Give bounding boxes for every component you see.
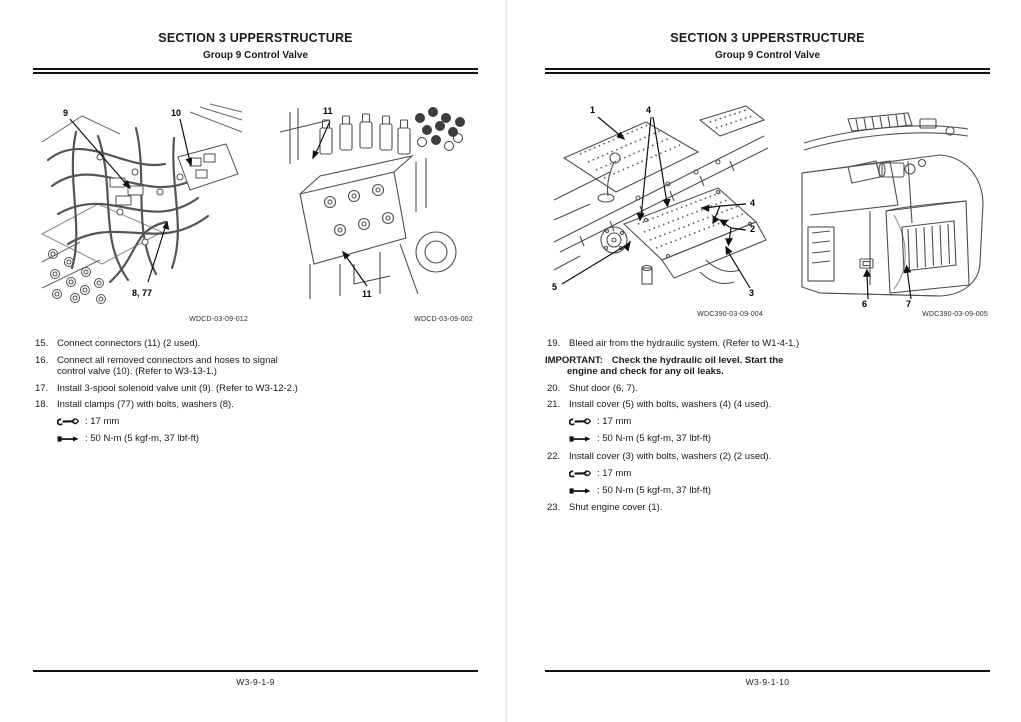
callout-label: 8, 77 — [132, 288, 153, 298]
step-17 — [33, 383, 301, 395]
right-instruction-list — [545, 338, 813, 519]
step-number: 17. — [35, 382, 49, 394]
group-subtitle: Group 9 Control Valve — [202, 50, 309, 61]
step-number: 16. — [35, 354, 49, 366]
step-number: 19. — [547, 338, 561, 349]
callout-label: 2 — [750, 224, 756, 234]
left-page-header — [33, 31, 478, 61]
figure-caption: WDC390-03-09-005 — [922, 311, 988, 318]
footer-rule — [33, 670, 478, 672]
step-number: 20. — [547, 382, 561, 394]
callout-label: 6 — [862, 299, 868, 309]
step-22 — [545, 451, 813, 463]
wrench-size-text: : 17 mm — [85, 416, 120, 428]
torque-wrench-icon — [569, 486, 591, 496]
step-21 — [545, 399, 813, 411]
callout-label: 7 — [906, 299, 912, 309]
step-number: 18. — [35, 399, 49, 410]
figure-deck-covers — [550, 100, 770, 305]
group-subtitle: Group 9 Control Valve — [714, 50, 821, 61]
figure-illustration — [550, 100, 770, 305]
torque-wrench-icon — [57, 434, 79, 444]
callout-label: 9 — [63, 108, 69, 118]
important-note — [545, 355, 813, 378]
wrench-spec-row — [545, 468, 813, 479]
callout-label: 4 — [750, 198, 756, 208]
torque-value-text: : 50 N-m (5 kgf-m, 37 lbf-ft) — [597, 433, 712, 445]
wrench-spec-row — [545, 417, 813, 428]
right-page-header — [545, 31, 990, 61]
figure-control-valve — [270, 102, 470, 302]
figure-solenoid-valve-hoses — [40, 102, 245, 304]
wrench-size-text: : 17 mm — [597, 416, 632, 428]
figure-illustration — [270, 102, 470, 302]
step-text: Connect connectors (11) (2 used). — [57, 338, 201, 349]
step-number: 22. — [547, 450, 561, 462]
figure-caption: WDCD-03-09-012 — [189, 316, 248, 323]
step-text: Shut door (6, 7). — [569, 382, 638, 394]
step-text: Bleed air from the hydraulic system. (Refer to W1-4-1.) — [569, 338, 800, 349]
torque-wrench-icon — [569, 434, 591, 444]
torque-spec-row — [545, 485, 813, 496]
wrench-size-text: : 17 mm — [597, 467, 632, 479]
figure-illustration — [790, 103, 990, 308]
torque-value-text: : 50 N-m (5 kgf-m, 37 lbf-ft) — [85, 433, 200, 445]
figure-illustration — [40, 102, 245, 304]
step-number: 21. — [547, 399, 561, 410]
figure-caption: WDC390-03-09-004 — [697, 311, 763, 318]
page-gutter-divider — [505, 0, 507, 722]
step-20 — [545, 383, 813, 395]
step-text: Install 3-spool solenoid valve unit (9). (Refer to W3-12-2.) — [57, 382, 298, 394]
torque-spec-row — [545, 434, 813, 445]
page-number: W3-9-1-10 — [745, 677, 790, 687]
step-text: Install cover (5) with bolts, washers (4) (4 used). — [569, 399, 772, 410]
callout-label: 10 — [171, 108, 182, 118]
step-23 — [545, 502, 813, 514]
callout-label: 4 — [646, 105, 652, 115]
step-text: Install clamps (77) with bolts, washers (8). — [57, 399, 234, 410]
callout-label: 3 — [749, 288, 755, 298]
page-number: W3-9-1-9 — [236, 677, 275, 687]
callout-label: 11 — [323, 106, 333, 116]
step-number: 15. — [35, 338, 49, 349]
wrench-spec-row — [33, 417, 301, 428]
important-label: IMPORTANT: — [545, 354, 603, 366]
callout-label: 5 — [552, 282, 558, 292]
left-instruction-list — [33, 338, 301, 451]
header-rule — [33, 68, 478, 74]
step-number: 23. — [547, 502, 561, 513]
step-19 — [545, 338, 813, 350]
wrench-icon — [569, 469, 591, 479]
step-text: Shut engine cover (1). — [569, 502, 663, 513]
important-text: Check the hydraulic oil level. Start the engine and check for any oil leaks. — [567, 354, 784, 377]
section-title: SECTION 3 UPPERSTRUCTURE — [670, 31, 865, 45]
torque-spec-row — [33, 434, 301, 445]
figure-caption: WDCD-03-09-002 — [414, 316, 473, 323]
callout-label: 11 — [362, 289, 372, 299]
step-18 — [33, 399, 301, 411]
step-text: Connect all removed connectors and hoses to signal control valve (10). (Refer to W3-13-1.) — [57, 354, 278, 377]
footer-rule — [545, 670, 990, 672]
step-text: Install cover (3) with bolts, washers (2) (2 used). — [569, 450, 772, 462]
step-15 — [33, 338, 301, 350]
wrench-icon — [57, 417, 79, 427]
section-title: SECTION 3 UPPERSTRUCTURE — [158, 31, 353, 45]
callout-label: 1 — [590, 105, 596, 115]
header-rule — [545, 68, 990, 74]
step-16 — [33, 355, 301, 378]
torque-value-text: : 50 N-m (5 kgf-m, 37 lbf-ft) — [597, 484, 712, 496]
wrench-icon — [569, 417, 591, 427]
figure-engine-covers — [790, 103, 990, 308]
